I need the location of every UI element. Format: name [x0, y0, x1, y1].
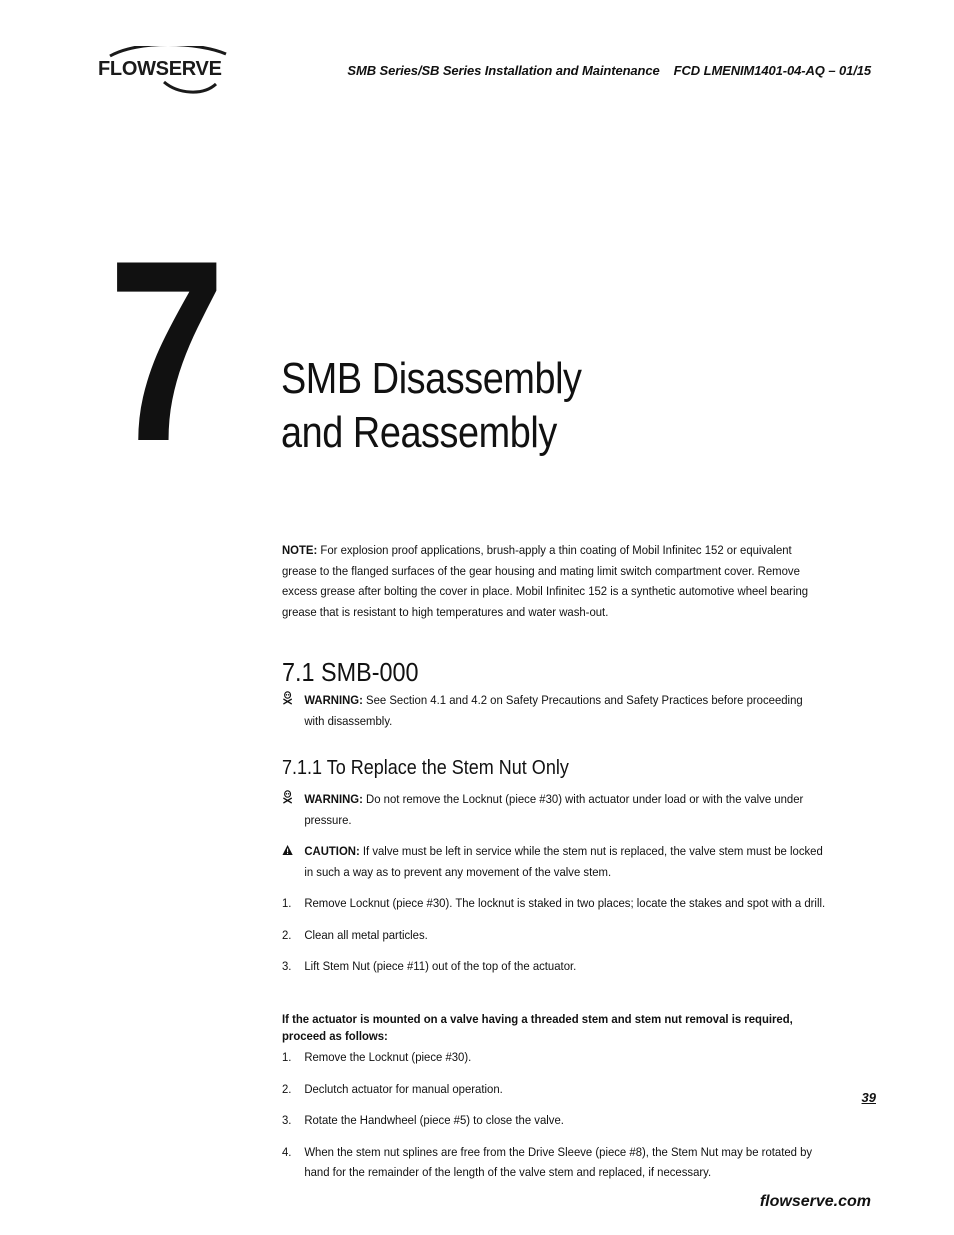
section-7-1-1-warning — [282, 789, 840, 830]
list-item-number: 2. — [282, 927, 292, 942]
list-item-text: Rotate the Handwheel (piece #5) to close the valve. — [304, 1113, 564, 1127]
section-7-1-warning — [282, 690, 840, 731]
list-item — [282, 1110, 840, 1131]
page-number: 39 — [861, 1090, 876, 1105]
note-label: NOTE: — [282, 543, 318, 557]
list-item-number: 4. — [282, 1144, 292, 1159]
list-item — [282, 893, 840, 914]
list-item — [282, 1047, 840, 1068]
running-header — [347, 63, 871, 78]
list-item-number: 3. — [282, 959, 292, 973]
warning-triangle-icon — [282, 842, 295, 858]
list-item — [282, 956, 840, 977]
warning-text: See Section 4.1 and 4.2 on Safety Precautions and Safety Practices before proceeding with disassembly. — [304, 693, 803, 728]
list-item-text: Remove the Locknut (piece #30). — [304, 1050, 472, 1064]
steps-list-2 — [282, 1047, 840, 1183]
warning-label: WARNING: — [304, 693, 363, 707]
chapter-title-line1: SMB Disassembly — [281, 354, 582, 403]
steps-list-1 — [282, 893, 840, 977]
section-7-1-1-caution — [282, 841, 840, 882]
note-paragraph — [282, 540, 826, 622]
caution-text: If valve must be left in service while the stem nut is replaced, the valve stem must be locked in such a way as to prevent any movement of the valve stem. — [304, 844, 823, 879]
skull-crossbones-icon — [282, 691, 295, 707]
logo-wordmark: FLOWSERVE — [98, 58, 222, 80]
list-item-text: When the stem nut splines are free from the Drive Sleeve (piece #8), the Stem Nut may be rotated by hand for the remainder of the length of the valve stem and replaced, if necessary. — [304, 1144, 813, 1179]
chapter-number: 7 — [108, 206, 226, 495]
warning-text: Do not remove the Locknut (piece #30) with actuator under load or with the valve under pressure. — [304, 792, 804, 827]
list-item-number: 2. — [282, 1081, 292, 1096]
list-item-number: 3. — [282, 1113, 292, 1127]
bold-paragraph-text: If the actuator is mounted on a valve having a threaded stem and stem nut removal is required, proceed as follows: — [282, 1012, 793, 1043]
list-item-number: 1. — [282, 896, 292, 910]
note-text: For explosion proof applications, brush-apply a thin coating of Mobil Infinitec 152 or equivalent grease to the flanged surfaces of the gear housing and mating limit switch compartment cover. Remove excess grease after bolting the cover in place. Mobil Infinitec 152 is a synthetic automotive wheel bearing grease that is resistant to high temperatures and water wash-out. — [282, 543, 809, 619]
doc-code: FCD LMENIM1401-04-AQ – 01/15 — [673, 63, 871, 78]
list-item-text: Lift Stem Nut (piece #11) out of the top of the actuator. — [304, 959, 577, 973]
list-item-text: Declutch actuator for manual operation. — [304, 1081, 503, 1096]
caution-label: CAUTION: — [304, 844, 360, 858]
section-heading-7-1: 7.1 SMB-000 — [282, 657, 419, 687]
doc-title: SMB Series/SB Series Installation and Maintenance — [347, 63, 660, 78]
list-item-text: Remove Locknut (piece #30). The locknut is staked in two places; locate the stakes and spot with a drill. — [304, 896, 826, 910]
list-item — [282, 1079, 840, 1100]
list-item — [282, 925, 840, 946]
note-block — [282, 540, 842, 622]
list-item — [282, 1142, 840, 1183]
skull-crossbones-icon — [282, 790, 295, 806]
chapter-title-line2: and Reassembly — [281, 408, 557, 457]
warning-label: WARNING: — [304, 792, 363, 806]
list-item-text: Clean all metal particles. — [304, 927, 428, 942]
chapter-title — [281, 352, 711, 460]
list-item-number: 1. — [282, 1050, 292, 1064]
section-heading-7-1-1: 7.1.1 To Replace the Stem Nut Only — [282, 757, 569, 779]
footer-url[interactable]: flowserve.com — [759, 1193, 871, 1210]
bold-paragraph — [282, 1011, 840, 1045]
flowserve-logo — [98, 46, 238, 96]
